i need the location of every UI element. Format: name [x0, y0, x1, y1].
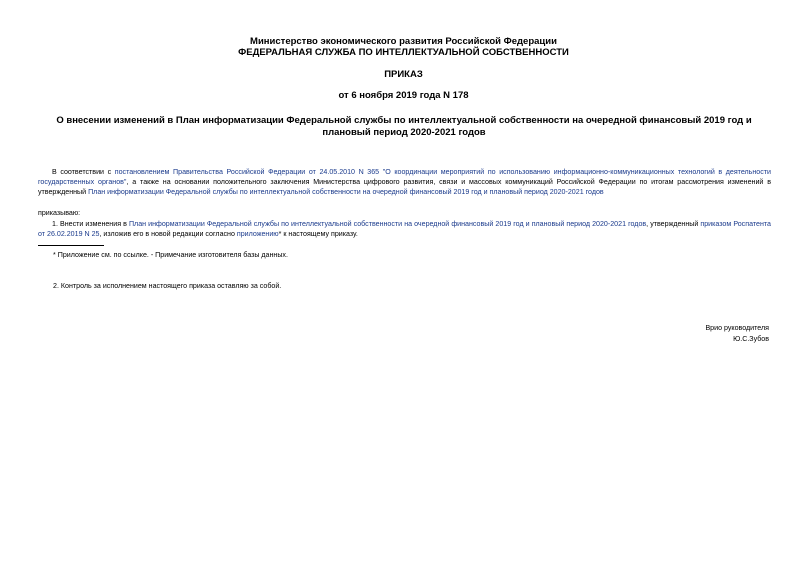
item-1-text-1: 1. Внести изменения в [52, 220, 129, 228]
government-decree-link[interactable]: постановлением Правительства Российской Федерации от 24.05.2010 N 365 "О координации мероприятий по использованию информационно-коммуникационных технологий в деятельности государственных органов" [38, 168, 772, 186]
preamble-text-2: , а также на основании положительного заключения Министерства цифрового развития, связи и массовых коммуникаций Российской Федерации по итогам рассмотрения изменений в утвержденный [38, 178, 771, 196]
document-date-number: от 6 ноября 2019 года N 178 [338, 90, 469, 101]
plan-link[interactable]: План информатизации Федеральной службы по интеллектуальной собственности на очередной финансовый 2019 год и плановый период 2020-2021 годов [128, 220, 647, 228]
signatory-position: Врио руководителя [705, 324, 769, 332]
preamble-paragraph [38, 167, 771, 197]
document-type: ПРИКАЗ [384, 69, 423, 80]
item-1-text-3: , изложив его в новой редакции согласно [99, 230, 237, 238]
orders-label: приказываю: [38, 209, 81, 217]
ministry-heading: Министерство экономического развития Российской Федерации [250, 36, 557, 47]
service-heading: ФЕДЕРАЛЬНАЯ СЛУЖБА ПО ИНТЕЛЛЕКТУАЛЬНОЙ СОБСТВЕННОСТИ [238, 47, 569, 58]
signatory-name: Ю.С.Зубов [733, 335, 769, 343]
informatization-plan-link[interactable]: План информатизации Федеральной службы по интеллектуальной собственности на очередной финансовый 2019 год и плановый период 2020-2021 годов [88, 188, 604, 196]
preamble-text-1: В соответствии с [52, 168, 115, 176]
item-2-paragraph: 2. Контроль за исполнением настоящего приказа оставляю за собой. [53, 282, 282, 290]
rospatent-order-link[interactable]: приказом Роспатента от 26.02.2019 N 25 [38, 220, 772, 238]
item-1-text-2: , утвержденный [646, 220, 701, 228]
item-1-text-4: * к настоящему приказу. [278, 230, 358, 238]
document-title: О внесении изменений в План информатизации Федеральной службы по интеллектуальной собственности на очередной финансовый 2019 год и плановый период 2020-2021 годов [56, 115, 752, 138]
footnote-divider [38, 245, 104, 246]
appendix-link[interactable]: приложению [236, 230, 279, 238]
footnote: * Приложение см. по ссылке. - Примечание изготовителя базы данных. [53, 251, 288, 259]
item-1-paragraph [38, 219, 771, 239]
